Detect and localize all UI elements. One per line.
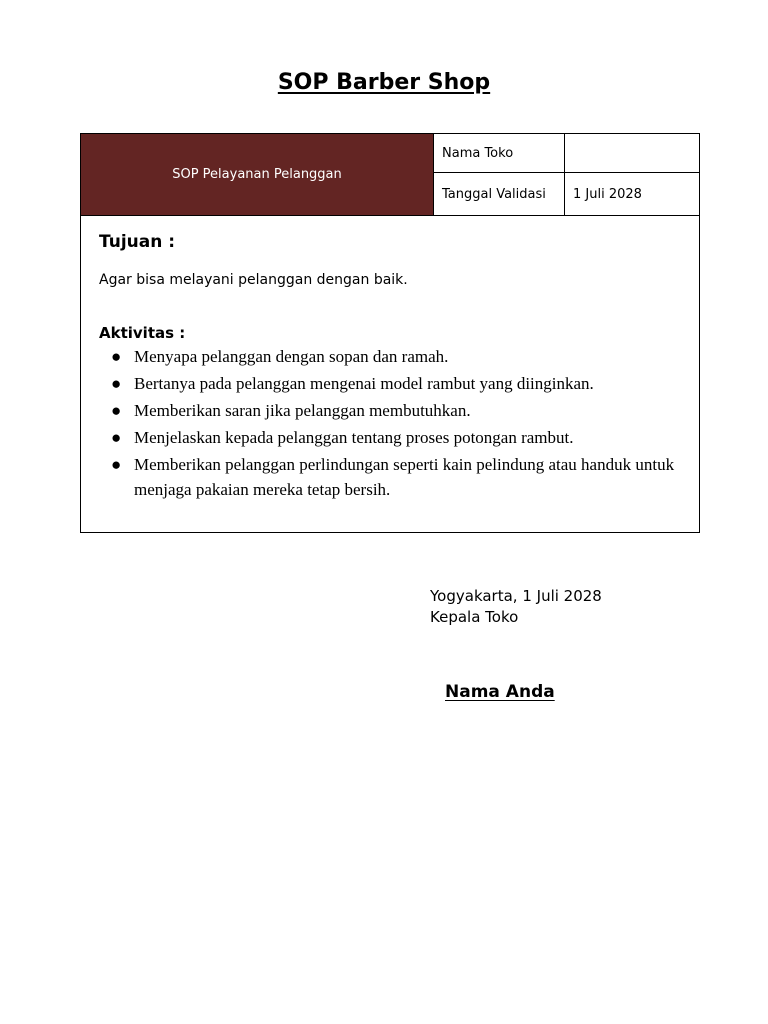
activity-text: Menjelaskan kepada pelanggan tentang proses potongan rambut. <box>134 428 574 447</box>
store-name-label: Nama Toko <box>434 134 565 173</box>
list-item <box>107 371 697 396</box>
bullet-icon: ● <box>111 374 122 393</box>
activity-text: Memberikan pelanggan perlindungan seperti kain pelindung atau handuk untuk menjaga pakaian mereka tetap bersih. <box>134 455 675 499</box>
bullet-icon: ● <box>111 428 122 447</box>
bullet-icon: ● <box>111 401 122 420</box>
purpose-heading: Tujuan : <box>99 232 176 252</box>
signature-place-date: Yogyakarta, 1 Juli 2028 <box>430 587 602 605</box>
list-item <box>107 452 697 502</box>
sop-header-row <box>81 134 699 216</box>
activity-text: Memberikan saran jika pelanggan membutuhkan. <box>134 401 471 420</box>
sop-title-cell: SOP Pelayanan Pelanggan <box>81 134 434 215</box>
purpose-text: Agar bisa melayani pelanggan dengan baik. <box>99 272 408 288</box>
sop-box <box>80 133 700 533</box>
bullet-icon: ● <box>111 455 122 474</box>
validation-date-value: 1 Juli 2028 <box>573 186 642 202</box>
signature-position: Kepala Toko <box>430 608 519 626</box>
list-item <box>107 398 697 423</box>
list-item <box>107 425 697 450</box>
activity-text: Bertanya pada pelanggan mengenai model rambut yang diinginkan. <box>134 374 594 393</box>
validation-date-label: Tanggal Validasi <box>434 173 565 215</box>
activity-list <box>107 344 697 504</box>
activities-heading: Aktivitas : <box>99 324 186 342</box>
signature-block <box>430 586 602 628</box>
document-title: SOP Barber Shop <box>277 70 491 95</box>
store-name-value <box>565 134 699 173</box>
list-item <box>107 344 697 369</box>
activity-text: Menyapa pelanggan dengan sopan dan ramah. <box>134 347 449 366</box>
bullet-icon: ● <box>111 347 122 366</box>
signature-name: Nama Anda <box>445 682 555 702</box>
